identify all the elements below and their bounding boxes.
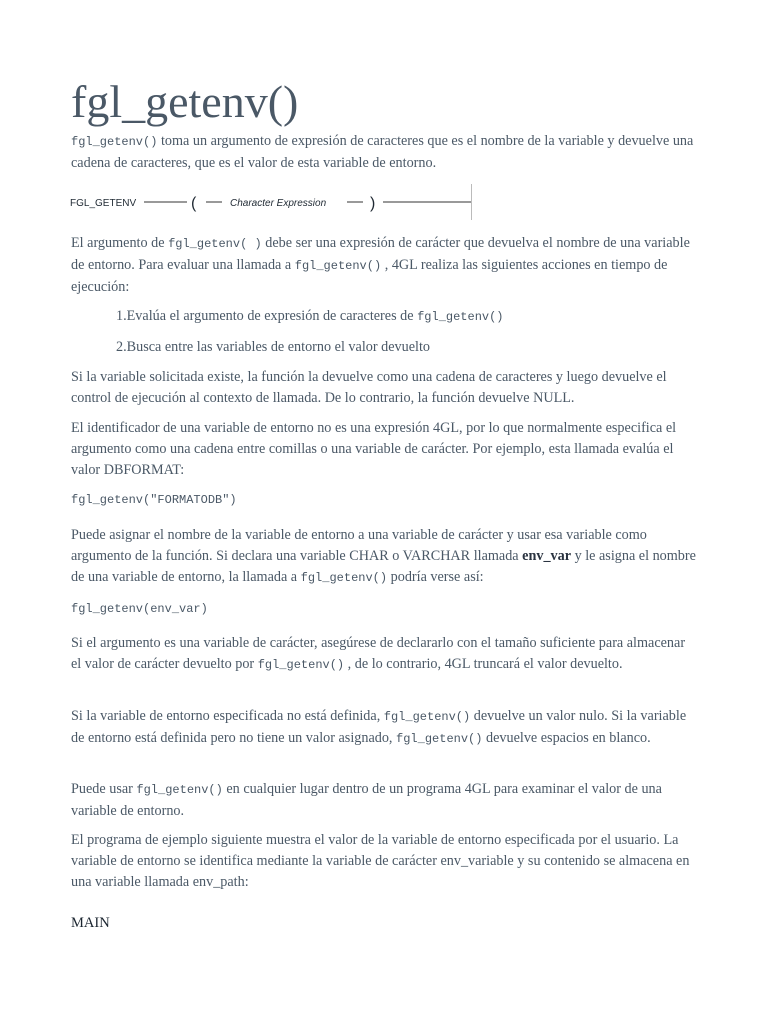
truncate-paragraph [71,633,696,676]
text: 2.Busca entre las variables de entorno el valor devuelto [116,339,430,355]
diagram-open-paren: ( [191,195,197,212]
undefined-paragraph [71,706,696,750]
intro-text: toma un argumento de expresión de caracteres que es el nombre de la variable y devuelve una cadena de caracteres, que es el valor de esta variable de entorno. [71,133,694,171]
diagram-close-paren: ) [370,195,376,212]
code-main-keyword: MAIN [71,915,110,931]
inline-code: fgl_getenv() [417,310,504,324]
diagram-argument: Character Expression [230,198,327,209]
diagram-keyword: FGL_GETENV [70,198,137,209]
result-paragraph: Si la variable solicitada existe, la función la devuelve como una cadena de caracteres y luego devuelve el control de ejecución al contexto de llamada. De lo contrario, la función devuelve NULL. [71,369,667,406]
inline-code: fgl_getenv() [71,135,158,149]
example-paragraph: El programa de ejemplo siguiente muestra el valor de la variable de entorno especificada por el usuario. La variable de entorno se identifica mediante la variable de carácter env_variable y su contenido se almacena en una variable llamada env_path: [71,832,690,890]
text: devuelve espacios en blanco. [482,730,651,746]
assign-paragraph [71,525,696,589]
text: en cualquier lugar dentro de un programa 4GL para examinar el valor de una variable de entorno. [71,781,662,819]
text: Si la variable de entorno especificada no está definida, [71,708,384,724]
inline-code: fgl_getenv() [257,658,345,672]
text: Puede usar [71,781,137,797]
code-example: fgl_getenv("FORMATODB") [71,493,237,507]
list-item [116,306,696,328]
syntax-diagram [70,182,474,222]
inline-code: fgl_getenv() [300,571,388,585]
intro-paragraph [71,131,696,174]
text: Si el argumento es una variable de carácter, asegúrese de declararlo con el tamaño suficiente para almacenar el valor de carácter devuelto por [71,635,686,672]
inline-code: fgl_getenv() [136,783,223,797]
inline-code: fgl_getenv() [396,732,483,746]
page-title: fgl_getenv() [71,76,299,127]
inline-code: fgl_getenv( ) [168,237,262,251]
usage-paragraph [71,779,696,822]
text: debe ser una expresión de carácter que devuelva el nombre de una variable de entorno. Para evaluar una llamada a [71,235,690,273]
text: devuelve un valor nulo. Si la variable de entorno está definida pero no tiene un valor asignado, [71,708,687,746]
text: podría verse así: [387,569,484,585]
inline-code: fgl_getenv() [294,259,382,273]
code-example: fgl_getenv(env_var) [71,602,208,616]
bold-term: env_var [522,548,572,564]
identifier-paragraph: El identificador de una variable de entorno no es una expresión 4GL, por lo que normalmente especifica el argumento como una cadena entre comillas o una variable de carácter. Por ejemplo, esta llamada evalúa el valor DBFORMAT: [71,420,677,478]
text: El argumento de [71,235,169,251]
text: y le asigna el nombre de una variable de entorno, la llamada a [71,548,696,585]
list-item [116,337,696,358]
text: 1.Evalúa el argumento de expresión de caracteres de [116,308,418,324]
inline-code: fgl_getenv() [383,710,471,724]
argument-paragraph [71,233,696,298]
text: , de lo contrario, 4GL truncará el valor devuelto. [344,656,623,672]
text: , 4GL realiza las siguientes acciones en tiempo de ejecución: [71,257,668,295]
text: Puede asignar el nombre de la variable de entorno a una variable de carácter y usar esa variable como argumento de la función. Si declara una variable CHAR o VARCHAR llamada [71,527,647,564]
